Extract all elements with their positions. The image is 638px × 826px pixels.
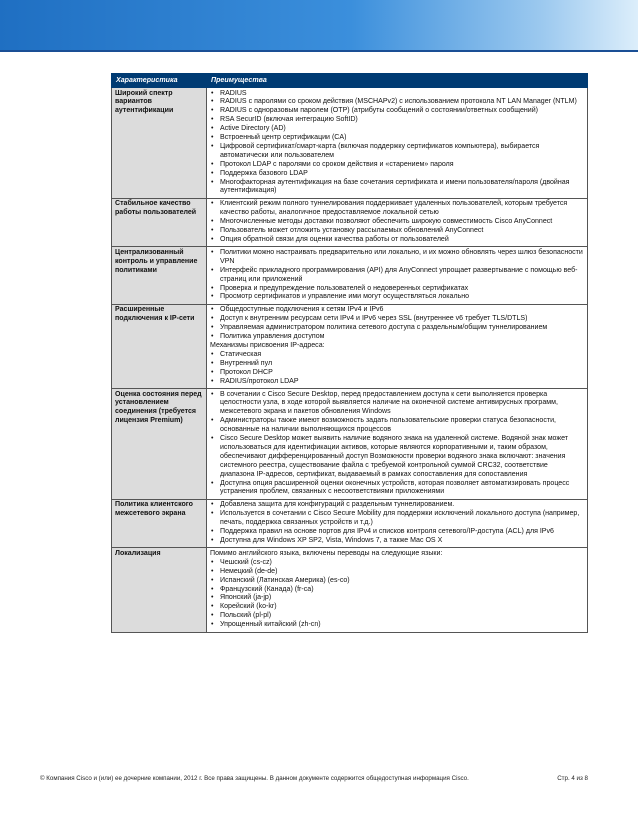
list-item: • Встроенный центр сертификации (CA) — [210, 134, 584, 143]
languages-list — [210, 559, 584, 630]
feature-cell: Централизованный контроль и управление политиками — [112, 247, 207, 304]
list-item: • Общедоступные подключения к сетям IPv4 и IPv6 — [210, 306, 584, 315]
column-header-benefits: Преимущества — [207, 74, 588, 88]
list-item: • Испанский (Латинская Америка) (es-co) — [210, 577, 584, 586]
benefits-list — [210, 501, 584, 546]
list-item: • Политики можно настраивать предварительно или локально, и их можно обновлять через шлюз безопасности VPN — [210, 249, 584, 267]
benefits-list — [210, 200, 584, 245]
benefits-list — [210, 391, 584, 498]
benefits-cell — [207, 548, 588, 632]
list-item: • В сочетании с Cisco Secure Desktop, перед предоставлением доступа к сети выполняется проверка целостности узла, в ходе которой выявляется наличие на оконечной системе антивирусных программ, межсетевого экрана и пакетов обновления Windows — [210, 391, 584, 418]
list-item: • Немецкий (de-de) — [210, 568, 584, 577]
list-item: • Цифровой сертификат/смарт-карта (включая поддержку сертификатов компьютера), выбирается автоматически или пользователем — [210, 143, 584, 161]
list-item: • Добавлена защита для конфигураций с раздельным туннелированием. — [210, 501, 584, 510]
list-item: • Доступна опция расширенной оценки оконечных устройств, которая позволяет автоматизировать процесс устранения проблем, связанных с несоответствиями приложениями — [210, 480, 584, 498]
table-row — [112, 499, 588, 548]
list-item: • Протокол DHCP — [210, 369, 584, 378]
feature-cell: Стабильное качество работы пользователей — [112, 198, 207, 247]
features-table — [111, 73, 588, 633]
benefits-list — [210, 90, 584, 197]
list-item: • Поддержка правил на основе портов для IPv4 и списков контроля сетевого/IP-доступа (ACL) для IPv6 — [210, 528, 584, 537]
table-row — [112, 548, 588, 632]
list-item: • Cisco Secure Desktop может выявить наличие водяного знака на удаленной системе. Водяной знак может использоваться для идентификации активов, которые являются корпоративными и, таким образом, обеспечивают дифференцированный доступ Возможности проверки водяного знака включают: значения системного реестра, существование файла с требуемой контрольной суммой CRC32, соответствие диапазона IP-адресов, сертификат, выдаваемый в рамках сопоставления для сопоставления — [210, 435, 584, 480]
list-item: • Управляемая администратором политика сетевого доступа с раздельным/общим туннелированием — [210, 324, 584, 333]
list-item: • Протокол LDAP с паролями со сроком действия и «старением» пароля — [210, 161, 584, 170]
list-item: • Французский (Канада) (fr-ca) — [210, 586, 584, 595]
header-banner — [0, 0, 638, 50]
list-item: • Просмотр сертификатов и управление ими могут осуществляться локально — [210, 293, 584, 302]
benefits-cell — [207, 88, 588, 199]
header-divider — [0, 50, 638, 52]
benefits-cell — [207, 499, 588, 548]
page-number: Стр. 4 из 8 — [557, 775, 588, 782]
list-item: • Доступ к внутренним ресурсам сети IPv4 и IPv6 через SSL (внутреннее v6 требует TLS/DTLS) — [210, 315, 584, 324]
list-item: • Статическая — [210, 351, 584, 360]
list-item: • Active Directory (AD) — [210, 125, 584, 134]
benefits-cell — [207, 247, 588, 304]
list-item: • Используется в сочетании с Cisco Secure Mobility для поддержки исключений локального доступа (например, печать, поддержка связанных устройств и т.д.) — [210, 510, 584, 528]
list-item: • RADIUS — [210, 90, 584, 99]
list-item: • Польский (pl-pl) — [210, 612, 584, 621]
list-item: • Проверка и предупреждение пользователей о недоверенных сертификатах — [210, 285, 584, 294]
list-item: • Интерфейс прикладного программирования (API) для AnyConnect упрощает развертывание с помощью веб-страниц или приложений — [210, 267, 584, 285]
feature-cell: Локализация — [112, 548, 207, 632]
benefits-cell — [207, 389, 588, 500]
benefits-cell — [207, 304, 588, 388]
table-row — [112, 247, 588, 304]
feature-cell: Расширенные подключения к IP-сети — [112, 304, 207, 388]
localization-intro: Помимо английского языка, включены переводы на следующие языки: — [210, 549, 443, 557]
list-item: • Опция обратной связи для оценки качества работы от пользователей — [210, 236, 584, 245]
benefits-list — [210, 249, 584, 302]
table-row — [112, 389, 588, 500]
list-item: • RADIUS с паролями со сроком действия (MSCHAPv2) с использованием протокола NT LAN Manager (NTLM) — [210, 98, 584, 107]
list-item: • RADIUS/протокол LDAP — [210, 378, 584, 387]
list-item: • Многофакторная аутентификация на базе сочетания сертификата и имени пользователя/пароля (двойная аутентификация) — [210, 179, 584, 197]
list-item: • Внутренний пул — [210, 360, 584, 369]
copyright-text: © Компания Cisco и (или) ее дочерние компании, 2012 г. Все права защищены. В данном документе содержится общедоступная информация Cisco. — [40, 775, 469, 782]
list-item: • RADIUS с одноразовым паролем (OTP) (атрибуты сообщений о состоянии/ответных сообщений) — [210, 107, 584, 116]
list-item: • Администраторы также имеют возможность задать пользовательские проверки статуса безопасности, основанные на наличии выполняющихся процессов — [210, 417, 584, 435]
ip-assignment-heading: Механизмы присвоения IP-адреса: — [210, 341, 325, 349]
list-item: • Упрощенный китайский (zh-cn) — [210, 621, 584, 630]
feature-cell: Оценка состояния перед установлением соединения (требуется лицензия Premium) — [112, 389, 207, 500]
table-row — [112, 304, 588, 388]
feature-cell: Широкий спектр вариантов аутентификации — [112, 88, 207, 199]
ip-assignment-list — [210, 351, 584, 387]
list-item: • Доступна для Windows XP SP2, Vista, Windows 7, а также Mac OS X — [210, 537, 584, 546]
list-item: • Чешский (cs-cz) — [210, 559, 584, 568]
table-header-row — [112, 74, 588, 88]
list-item: • Поддержка базового LDAP — [210, 170, 584, 179]
list-item: • Многочисленные методы доставки позволяют обеспечить широкую совместимость Cisco AnyConnect — [210, 218, 584, 227]
benefits-cell — [207, 198, 588, 247]
list-item: • Пользователь может отложить установку рассылаемых обновлений AnyConnect — [210, 227, 584, 236]
list-item: • Политика управления доступом — [210, 333, 584, 342]
benefits-list — [210, 306, 584, 342]
list-item: • Японский (ja-jp) — [210, 594, 584, 603]
column-header-feature: Характеристика — [112, 74, 207, 88]
feature-cell: Политика клиентского межсетевого экрана — [112, 499, 207, 548]
list-item: • Клиентский режим полного туннелирования поддерживает удаленных пользователей, которым требуется качество работы, аналогичное предоставляемое локальной сетью — [210, 200, 584, 218]
table-row — [112, 88, 588, 199]
table-row — [112, 198, 588, 247]
list-item: • RSA SecurID (включая интеграцию SoftID) — [210, 116, 584, 125]
list-item: • Корейский (ko-kr) — [210, 603, 584, 612]
